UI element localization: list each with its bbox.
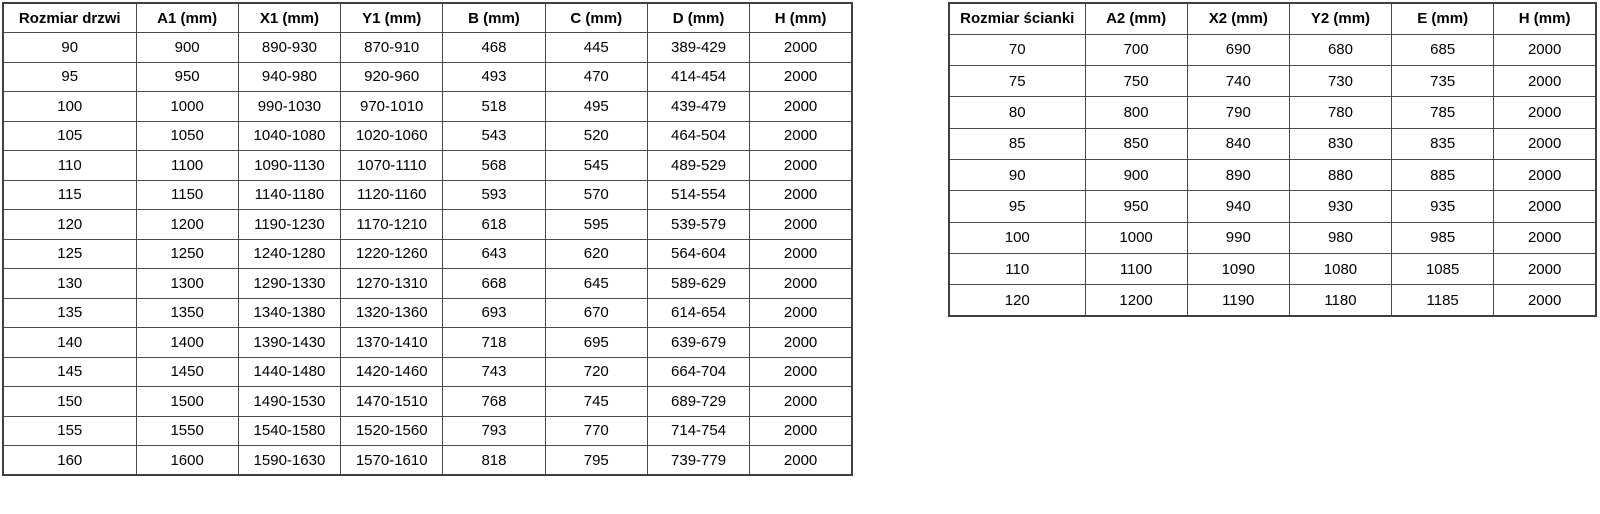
- table-cell: 800: [1085, 97, 1187, 128]
- table-cell: 1040-1080: [238, 121, 340, 151]
- table-cell: 768: [443, 387, 545, 417]
- door-table-header-row: [3, 3, 852, 33]
- table-cell: 389-429: [647, 33, 749, 63]
- table-cell: 714-754: [647, 416, 749, 446]
- table-cell: 614-654: [647, 298, 749, 328]
- table-cell: 1200: [136, 210, 238, 240]
- table-cell: 80: [949, 97, 1085, 128]
- table-cell: 1140-1180: [238, 180, 340, 210]
- table-cell: 735: [1392, 66, 1494, 97]
- table-cell: 920-960: [341, 62, 443, 92]
- table-cell: 593: [443, 180, 545, 210]
- table-cell: 830: [1289, 128, 1391, 159]
- table-cell: 155: [3, 416, 136, 446]
- column-header: Y2 (mm): [1289, 3, 1391, 34]
- table-cell: 75: [949, 66, 1085, 97]
- table-row: [949, 222, 1596, 253]
- table-cell: 95: [949, 191, 1085, 222]
- table-cell: 2000: [750, 239, 852, 269]
- table-cell: 990-1030: [238, 92, 340, 122]
- table-cell: 2000: [1494, 191, 1596, 222]
- table-cell: 414-454: [647, 62, 749, 92]
- table-cell: 718: [443, 328, 545, 358]
- table-cell: 2000: [750, 62, 852, 92]
- table-cell: 2000: [750, 298, 852, 328]
- table-cell: 1090: [1187, 253, 1289, 284]
- table-cell: 493: [443, 62, 545, 92]
- table-cell: 900: [1085, 159, 1187, 190]
- table-cell: 1200: [1085, 285, 1187, 316]
- table-cell: 468: [443, 33, 545, 63]
- table-cell: 2000: [1494, 159, 1596, 190]
- table-cell: 518: [443, 92, 545, 122]
- table-cell: 1000: [1085, 222, 1187, 253]
- table-cell: 2000: [1494, 128, 1596, 159]
- table-row: [3, 446, 852, 476]
- door-table-header: [3, 3, 852, 33]
- table-cell: 1100: [1085, 253, 1187, 284]
- door-sizes-table: [2, 2, 853, 476]
- table-cell: 489-529: [647, 151, 749, 181]
- table-cell: 618: [443, 210, 545, 240]
- table-cell: 935: [1392, 191, 1494, 222]
- table-cell: 110: [949, 253, 1085, 284]
- table-cell: 1090-1130: [238, 151, 340, 181]
- table-cell: 2000: [750, 33, 852, 63]
- table-cell: 2000: [1494, 97, 1596, 128]
- table-cell: 664-704: [647, 357, 749, 387]
- table-cell: 670: [545, 298, 647, 328]
- table-cell: 685: [1392, 34, 1494, 65]
- table-row: [3, 33, 852, 63]
- table-cell: 720: [545, 357, 647, 387]
- table-cell: 2000: [1494, 34, 1596, 65]
- table-cell: 2000: [750, 180, 852, 210]
- table-cell: 1390-1430: [238, 328, 340, 358]
- table-cell: 1470-1510: [341, 387, 443, 417]
- wall-sizes-table: [948, 2, 1597, 317]
- table-cell: 2000: [1494, 66, 1596, 97]
- table-cell: 1120-1160: [341, 180, 443, 210]
- table-cell: 1185: [1392, 285, 1494, 316]
- table-cell: 1270-1310: [341, 269, 443, 299]
- table-cell: 110: [3, 151, 136, 181]
- column-header: H (mm): [1494, 3, 1596, 34]
- table-cell: 1550: [136, 416, 238, 446]
- table-row: [949, 128, 1596, 159]
- table-cell: 2000: [750, 357, 852, 387]
- table-cell: 125: [3, 239, 136, 269]
- table-row: [3, 357, 852, 387]
- table-cell: 1500: [136, 387, 238, 417]
- table-cell: 620: [545, 239, 647, 269]
- table-cell: 2000: [750, 446, 852, 476]
- table-cell: 980: [1289, 222, 1391, 253]
- table-cell: 130: [3, 269, 136, 299]
- table-cell: 645: [545, 269, 647, 299]
- table-cell: 150: [3, 387, 136, 417]
- table-cell: 2000: [750, 92, 852, 122]
- wall-table-header-row: [949, 3, 1596, 34]
- table-cell: 785: [1392, 97, 1494, 128]
- table-cell: 514-554: [647, 180, 749, 210]
- table-cell: 464-504: [647, 121, 749, 151]
- table-cell: 770: [545, 416, 647, 446]
- column-header: B (mm): [443, 3, 545, 33]
- table-cell: 668: [443, 269, 545, 299]
- table-cell: 850: [1085, 128, 1187, 159]
- table-row: [3, 298, 852, 328]
- table-cell: 1450: [136, 357, 238, 387]
- table-cell: 739-779: [647, 446, 749, 476]
- table-cell: 643: [443, 239, 545, 269]
- table-row: [3, 269, 852, 299]
- table-cell: 570: [545, 180, 647, 210]
- table-row: [949, 34, 1596, 65]
- table-cell: 1150: [136, 180, 238, 210]
- table-cell: 439-479: [647, 92, 749, 122]
- table-cell: 1490-1530: [238, 387, 340, 417]
- table-cell: 1300: [136, 269, 238, 299]
- table-row: [3, 387, 852, 417]
- table-cell: 890: [1187, 159, 1289, 190]
- table-cell: 120: [949, 285, 1085, 316]
- table-cell: 690: [1187, 34, 1289, 65]
- table-cell: 1100: [136, 151, 238, 181]
- table-cell: 2000: [1494, 222, 1596, 253]
- table-cell: 950: [136, 62, 238, 92]
- table-cell: 90: [3, 33, 136, 63]
- table-cell: 1020-1060: [341, 121, 443, 151]
- table-cell: 1400: [136, 328, 238, 358]
- table-cell: 1520-1560: [341, 416, 443, 446]
- table-cell: 970-1010: [341, 92, 443, 122]
- table-cell: 730: [1289, 66, 1391, 97]
- column-header: Y1 (mm): [341, 3, 443, 33]
- table-cell: 1220-1260: [341, 239, 443, 269]
- table-cell: 2000: [750, 269, 852, 299]
- table-row: [3, 151, 852, 181]
- table-cell: 1070-1110: [341, 151, 443, 181]
- table-cell: 750: [1085, 66, 1187, 97]
- column-header: D (mm): [647, 3, 749, 33]
- table-row: [3, 121, 852, 151]
- table-cell: 140: [3, 328, 136, 358]
- table-cell: 985: [1392, 222, 1494, 253]
- column-header: E (mm): [1392, 3, 1494, 34]
- table-cell: 990: [1187, 222, 1289, 253]
- table-cell: 495: [545, 92, 647, 122]
- table-cell: 1570-1610: [341, 446, 443, 476]
- table-cell: 1370-1410: [341, 328, 443, 358]
- table-cell: 2000: [750, 328, 852, 358]
- table-cell: 900: [136, 33, 238, 63]
- table-cell: 100: [3, 92, 136, 122]
- table-cell: 589-629: [647, 269, 749, 299]
- table-row: [3, 210, 852, 240]
- column-header: C (mm): [545, 3, 647, 33]
- table-cell: 568: [443, 151, 545, 181]
- table-cell: 745: [545, 387, 647, 417]
- table-cell: 145: [3, 357, 136, 387]
- wall-table-header: [949, 3, 1596, 34]
- wall-table-body: [949, 34, 1596, 316]
- table-row: [3, 416, 852, 446]
- table-row: [949, 191, 1596, 222]
- table-cell: 85: [949, 128, 1085, 159]
- table-cell: 2000: [1494, 253, 1596, 284]
- table-row: [3, 328, 852, 358]
- table-cell: 840: [1187, 128, 1289, 159]
- table-cell: 680: [1289, 34, 1391, 65]
- table-cell: 115: [3, 180, 136, 210]
- table-cell: 795: [545, 446, 647, 476]
- table-cell: 1190: [1187, 285, 1289, 316]
- table-cell: 2000: [750, 121, 852, 151]
- table-cell: 1085: [1392, 253, 1494, 284]
- table-cell: 743: [443, 357, 545, 387]
- table-cell: 564-604: [647, 239, 749, 269]
- column-header: Rozmiar ścianki: [949, 3, 1085, 34]
- table-cell: 595: [545, 210, 647, 240]
- table-cell: 135: [3, 298, 136, 328]
- table-cell: 90: [949, 159, 1085, 190]
- table-row: [3, 239, 852, 269]
- table-cell: 2000: [750, 210, 852, 240]
- table-cell: 1180: [1289, 285, 1391, 316]
- table-cell: 780: [1289, 97, 1391, 128]
- table-cell: 689-729: [647, 387, 749, 417]
- table-cell: 1240-1280: [238, 239, 340, 269]
- table-cell: 160: [3, 446, 136, 476]
- table-cell: 930: [1289, 191, 1391, 222]
- table-cell: 793: [443, 416, 545, 446]
- table-cell: 1080: [1289, 253, 1391, 284]
- column-header: Rozmiar drzwi: [3, 3, 136, 33]
- table-cell: 545: [545, 151, 647, 181]
- table-cell: 835: [1392, 128, 1494, 159]
- table-cell: 790: [1187, 97, 1289, 128]
- table-cell: 740: [1187, 66, 1289, 97]
- table-cell: 120: [3, 210, 136, 240]
- table-cell: 1440-1480: [238, 357, 340, 387]
- door-table-body: [3, 33, 852, 476]
- table-cell: 885: [1392, 159, 1494, 190]
- table-cell: 940: [1187, 191, 1289, 222]
- table-row: [3, 180, 852, 210]
- table-cell: 695: [545, 328, 647, 358]
- table-cell: 1590-1630: [238, 446, 340, 476]
- table-cell: 2000: [750, 387, 852, 417]
- table-cell: 1540-1580: [238, 416, 340, 446]
- table-cell: 1320-1360: [341, 298, 443, 328]
- column-header: H (mm): [750, 3, 852, 33]
- table-row: [949, 159, 1596, 190]
- table-cell: 2000: [1494, 285, 1596, 316]
- table-cell: 543: [443, 121, 545, 151]
- table-cell: 870-910: [341, 33, 443, 63]
- table-cell: 1350: [136, 298, 238, 328]
- table-cell: 693: [443, 298, 545, 328]
- table-cell: 1600: [136, 446, 238, 476]
- table-row: [949, 66, 1596, 97]
- table-cell: 1170-1210: [341, 210, 443, 240]
- column-header: X1 (mm): [238, 3, 340, 33]
- table-cell: 1190-1230: [238, 210, 340, 240]
- table-row: [949, 253, 1596, 284]
- table-cell: 1000: [136, 92, 238, 122]
- table-cell: 100: [949, 222, 1085, 253]
- column-header: A2 (mm): [1085, 3, 1187, 34]
- table-cell: 1050: [136, 121, 238, 151]
- table-cell: 445: [545, 33, 647, 63]
- table-cell: 1250: [136, 239, 238, 269]
- table-cell: 105: [3, 121, 136, 151]
- table-cell: 1290-1330: [238, 269, 340, 299]
- table-cell: 1420-1460: [341, 357, 443, 387]
- table-cell: 520: [545, 121, 647, 151]
- table-cell: 880: [1289, 159, 1391, 190]
- table-cell: 470: [545, 62, 647, 92]
- table-row: [949, 97, 1596, 128]
- table-cell: 940-980: [238, 62, 340, 92]
- table-row: [3, 92, 852, 122]
- table-cell: 1340-1380: [238, 298, 340, 328]
- table-cell: 818: [443, 446, 545, 476]
- table-row: [3, 62, 852, 92]
- column-header: X2 (mm): [1187, 3, 1289, 34]
- table-cell: 890-930: [238, 33, 340, 63]
- table-cell: 539-579: [647, 210, 749, 240]
- table-cell: 639-679: [647, 328, 749, 358]
- table-row: [949, 285, 1596, 316]
- table-cell: 700: [1085, 34, 1187, 65]
- table-cell: 950: [1085, 191, 1187, 222]
- column-header: A1 (mm): [136, 3, 238, 33]
- table-cell: 70: [949, 34, 1085, 65]
- table-cell: 2000: [750, 151, 852, 181]
- table-cell: 2000: [750, 416, 852, 446]
- table-cell: 95: [3, 62, 136, 92]
